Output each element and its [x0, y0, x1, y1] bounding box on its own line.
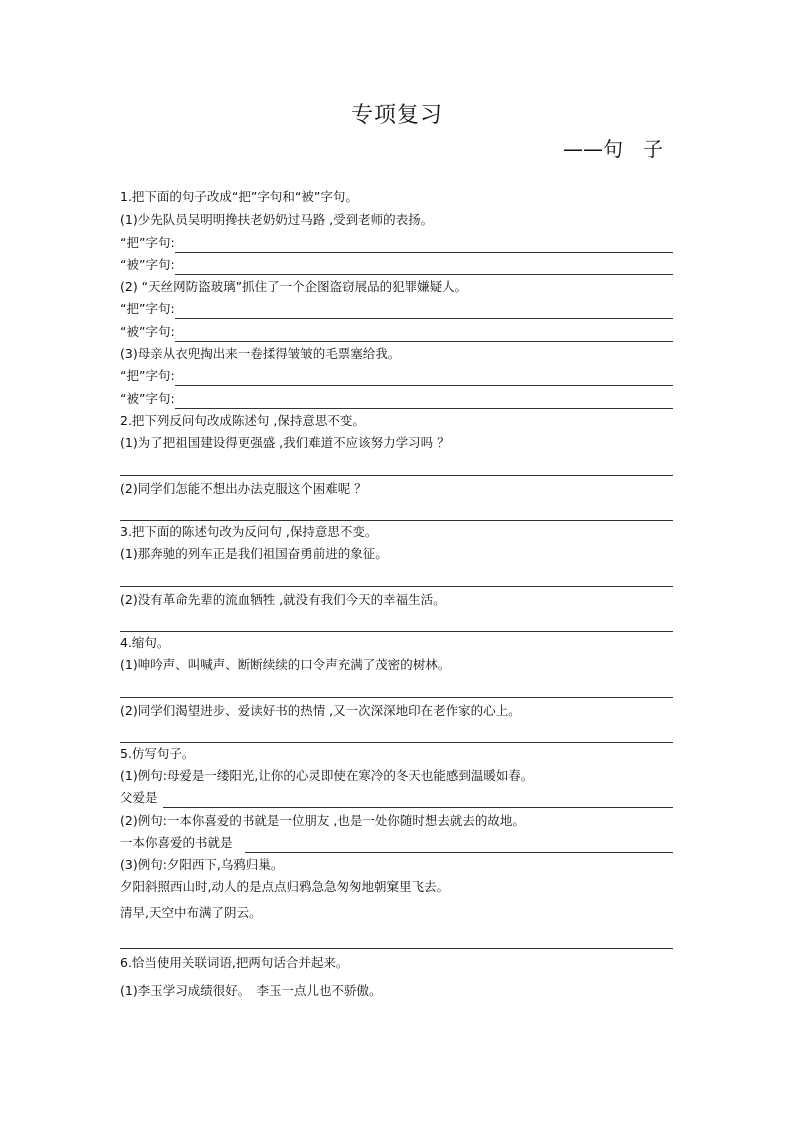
q1-item3-ba-answer-line[interactable] — [175, 385, 673, 386]
q5-item2: (2)例句:一本你喜爱的书就是一位朋友 ,也是一处你随时想去就去的故地。 — [120, 813, 525, 828]
q1-item1-ba-answer-line[interactable] — [175, 252, 673, 253]
q1-item3-bei-label: “被”字句: — [120, 391, 175, 406]
q6-heading: 6.恰当使用关联词语,把两句话合并起来。 — [120, 955, 349, 970]
q1-heading: 1.把下面的句子改成“把”字句和“被”字句。 — [120, 189, 358, 204]
q1-item3-bei-answer-line[interactable] — [175, 408, 673, 409]
q4-item2-answer-line[interactable] — [120, 742, 673, 743]
q1-item1-bei-answer-line[interactable] — [175, 274, 673, 275]
q5-item3-prompt: 清早,天空中布满了阴云。 — [120, 905, 262, 920]
q5-item2-prompt: 一本你喜爱的书就是 — [120, 835, 233, 850]
q5-item1: (1)例句:母爱是一缕阳光,让你的心灵即使在寒冷的冬天也能感到温暖如春。 — [120, 768, 534, 783]
q5-heading: 5.仿写句子。 — [120, 746, 195, 761]
q3-item1: (1)那奔驰的列车正是我们祖国奋勇前进的象征。 — [120, 546, 388, 561]
q3-item2: (2)没有革命先辈的流血牺牲 ,就没有我们今天的幸福生活。 — [120, 592, 446, 607]
q5-item1-prompt: 父爱是 — [120, 790, 158, 805]
q1-item1-sentence: (1)少先队员吴明明搀扶老奶奶过马路 ,受到老师的表扬。 — [120, 212, 434, 227]
q2-item1-answer-line[interactable] — [120, 475, 673, 476]
q4-item2: (2)同学们渴望进步、爱读好书的热情 ,又一次深深地印在老作家的心上。 — [120, 703, 521, 718]
q3-item2-answer-line[interactable] — [120, 631, 673, 632]
q6-item1: (1)李玉学习成绩很好。 李玉一点儿也不骄傲。 — [120, 983, 382, 998]
page-subtitle: ——句 子 — [563, 137, 663, 161]
q2-item2: (2)同学们怎能不想出办法克服这个困难呢 ？ — [120, 481, 367, 496]
q1-item2-ba-answer-line[interactable] — [175, 318, 673, 319]
q1-item2-bei-label: “被”字句: — [120, 324, 175, 339]
q1-item3-ba-label: “把”字句: — [120, 368, 175, 383]
q3-item1-answer-line[interactable] — [120, 586, 673, 587]
q1-item1-ba-label: “把”字句: — [120, 235, 175, 250]
q1-item2-ba-label: “把”字句: — [120, 301, 175, 316]
q5-item1-answer-line[interactable] — [163, 807, 673, 808]
q5-item3-example: 夕阳斜照西山时,动人的是点点归鸦急急匆匆地朝窠里飞去。 — [120, 879, 449, 894]
q4-heading: 4.缩句。 — [120, 635, 170, 650]
q2-heading: 2.把下列反问句改成陈述句 ,保持意思不变。 — [120, 413, 365, 428]
q5-item3-answer-line[interactable] — [120, 948, 673, 949]
q1-item2-bei-answer-line[interactable] — [175, 341, 673, 342]
page-title: 专项复习 — [350, 103, 443, 128]
q4-item1: (1)呻吟声、叫喊声、断断续续的口令声充满了茂密的树林。 — [120, 657, 451, 672]
q4-item1-answer-line[interactable] — [120, 697, 673, 698]
q2-item1: (1)为了把祖国建设得更强盛 ,我们难道不应该努力学习吗 ？ — [120, 435, 450, 450]
q2-item2-answer-line[interactable] — [120, 520, 673, 521]
q3-heading: 3.把下面的陈述句改为反问句 ,保持意思不变。 — [120, 524, 378, 539]
q1-item1-bei-label: “被”字句: — [120, 257, 175, 272]
q1-item2-sentence: (2) “天丝网防盗玻璃”抓住了一个企图盗窃展品的犯罪嫌疑人。 — [120, 279, 468, 294]
q5-item2-answer-line[interactable] — [245, 852, 673, 853]
q1-item3-sentence: (3)母亲从衣兜掏出来一卷揉得皱皱的毛票塞给我。 — [120, 346, 401, 361]
q5-item3: (3)例句:夕阳西下,乌鸦归巢。 — [120, 857, 284, 872]
